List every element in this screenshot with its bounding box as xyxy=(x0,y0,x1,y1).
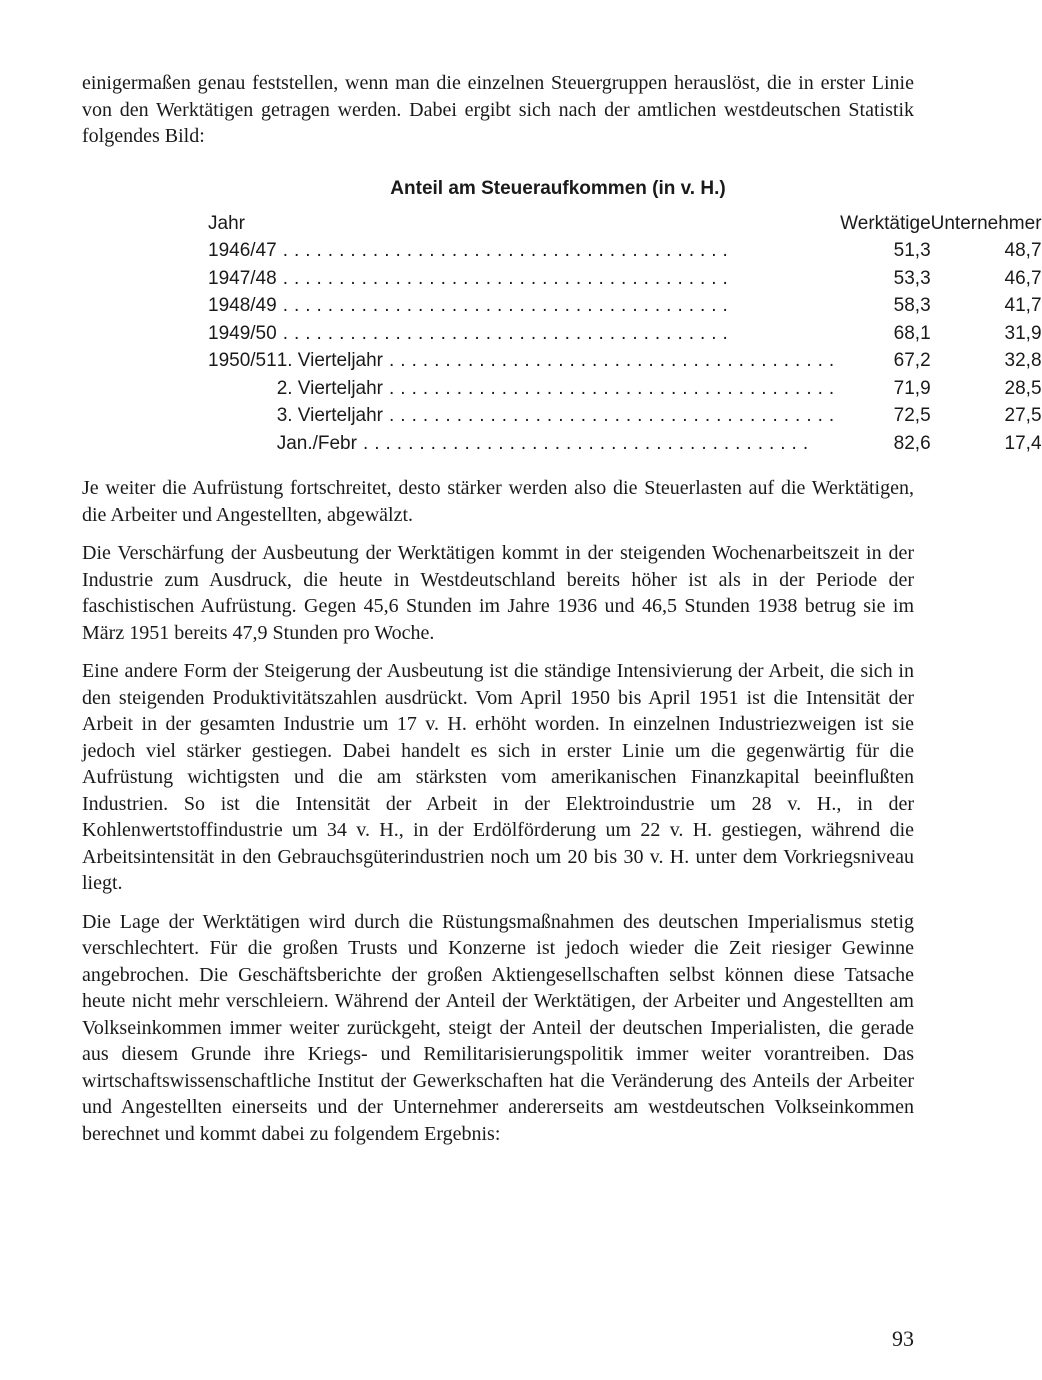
row-workers-value: 67,2 xyxy=(893,350,931,371)
table-header-row xyxy=(208,210,1042,238)
leader-dots: ........................................ xyxy=(282,322,734,344)
row-employers-value: 48,7 xyxy=(1004,240,1042,261)
row-year: 1950/51 xyxy=(208,350,277,371)
row-employers-value: 41,7 xyxy=(1004,295,1042,316)
leader-dots: ........................................ xyxy=(282,267,734,289)
header-workers: Werktätige xyxy=(840,212,931,234)
row-employers-value: 31,9 xyxy=(1004,322,1042,344)
paragraph-1: Je weiter die Aufrüstung fortschreitet, desto stärker werden also die Steuerlasten auf die Werktätigen, die Arbeiter und Angestellten, abgewälzt. xyxy=(82,477,914,526)
row-period xyxy=(277,375,840,403)
table-row xyxy=(208,347,1042,375)
intro-paragraph: einigermaßen genau feststellen, wenn man die einzelnen Steuergruppen herauslöst, die in erster Linie von den Werktätigen getragen werden. Dabei ergibt sich nach der amtlichen westdeutschen Statistik folgendes Bild: xyxy=(82,72,914,147)
table-row xyxy=(208,402,1042,430)
table-row xyxy=(208,375,1042,403)
row-employers-value: 27,5 xyxy=(1004,405,1042,426)
row-workers-value: 51,3 xyxy=(893,240,931,261)
row-workers-value: 82,6 xyxy=(893,432,931,454)
row-workers-value: 72,5 xyxy=(893,405,931,426)
row-period xyxy=(277,320,840,348)
table-row xyxy=(208,292,1042,320)
row-employers-value: 32,8 xyxy=(1004,350,1042,371)
header-employers: Unternehmer xyxy=(930,212,1042,234)
page-number: 93 xyxy=(892,1326,914,1351)
row-period xyxy=(277,265,840,293)
table-row xyxy=(208,265,1042,293)
table-row xyxy=(208,237,1042,265)
row-period-label: 1. Vierteljahr xyxy=(276,350,384,371)
row-period-label: 3. Vierteljahr xyxy=(276,405,384,426)
row-period-label: 2. Vierteljahr xyxy=(276,377,384,399)
row-year: 1946/47 xyxy=(208,240,277,261)
row-employers-value: 28,5 xyxy=(1004,377,1042,399)
table-title: Anteil am Steueraufkommen (in v. H.) xyxy=(390,177,726,199)
row-workers-value: 53,3 xyxy=(893,267,931,289)
leader-dots: ........................................ xyxy=(282,240,734,261)
paragraph-3: Eine andere Form der Steigerung der Ausbeutung ist die ständige Intensivierung der Arbeit, die sich in den steigenden Produktivitätszahlen ausdrückt. Vom April 1950 bis April 1951 ist die Intensität der Arbeit in der gesamten Industrie um 17 v. H. erhöht worden. In einzelnen Industriezweigen ist sie jedoch viel stärker gestiegen. Dabei handelt es sich in erster Linie um die gegenwärtig für die Aufrüstung wichtigsten und die am stärksten vom amerikanischen Finanzkapital beeinflußten Industrien. So ist die Intensität der Arbeit in der Elektroindustrie um 28 v. H., in der Kohlenwertstoffindustrie um 34 v. H., in der Erdölförderung um 22 v. H. gestiegen, während die Arbeitsintensität in den Gebrauchsgüterindustrien noch um 20 bis 30 v. H. unter dem Vorkriegsniveau liegt. xyxy=(82,660,914,894)
row-year: 1947/48 xyxy=(208,267,277,289)
row-year xyxy=(208,375,277,403)
row-period xyxy=(277,292,840,320)
row-workers-value: 58,3 xyxy=(893,295,931,316)
row-period xyxy=(277,347,840,375)
leader-dots: ........................................ xyxy=(362,432,815,454)
header-year: Jahr xyxy=(208,212,245,234)
tax-share-table-block xyxy=(82,174,1042,458)
paragraph-2: Die Verschärfung der Ausbeutung der Werktätigen kommt in der steigenden Wochenarbeitszeit in der Industrie zum Ausdruck, die heute in Westdeutschland bereits höher ist als in der Periode der faschistischen Aufrüstung. Gegen 45,6 Stunden im Jahre 1936 und 46,5 Stunden 1938 betrug sie im März 1951 bereits 47,9 Stunden pro Woche. xyxy=(82,542,914,644)
table-body xyxy=(208,237,1042,457)
row-period-label: Jan./Febr xyxy=(276,432,357,454)
header-period xyxy=(277,210,840,238)
table-row xyxy=(208,430,1042,458)
row-employers-value: 46,7 xyxy=(1004,267,1042,289)
row-employers-value: 17,4 xyxy=(1004,432,1042,454)
table-row xyxy=(208,320,1042,348)
row-period xyxy=(277,430,840,458)
leader-dots: ........................................ xyxy=(389,377,841,399)
leader-dots: ........................................ xyxy=(282,295,734,316)
row-year: 1948/49 xyxy=(208,295,277,316)
row-year xyxy=(208,402,277,430)
row-year: 1949/50 xyxy=(208,322,277,344)
row-period xyxy=(277,237,840,265)
row-workers-value: 68,1 xyxy=(893,322,931,344)
leader-dots: ........................................ xyxy=(389,405,841,426)
leader-dots: ........................................ xyxy=(389,350,841,371)
row-period xyxy=(277,402,840,430)
tax-share-table xyxy=(208,210,1042,458)
row-workers-value: 71,9 xyxy=(893,377,931,399)
paragraph-4: Die Lage der Werktätigen wird durch die Rüstungsmaßnahmen des deutschen Imperialismus stetig verschlechtert. Für die großen Trusts und Konzerne ist jedoch wieder die Zeit riesiger Gewinne angebrochen. Die Geschäftsberichte der großen Aktiengesellschaften selbst können diese Tatsache heute nicht mehr verschleiern. Während der Anteil der Werktätigen, der Arbeiter und Angestellten am Volkseinkommen immer weiter zurückgeht, steigt der Anteil der deutschen Imperialisten, die gerade aus diesem Grunde ihre Kriegs- und Remilitarisierungspolitik immer weiter vorantreiben. Das wirtschaftswissenschaftliche Institut der Gewerkschaften hat die Veränderung des Anteils der Arbeiter und Angestellten einerseits und der Unternehmer andererseits am westdeutschen Volkseinkommen berechnet und kommt dabei zu folgendem Ergebnis: xyxy=(82,910,914,1145)
row-year xyxy=(208,430,277,458)
page-content xyxy=(82,70,1042,1159)
